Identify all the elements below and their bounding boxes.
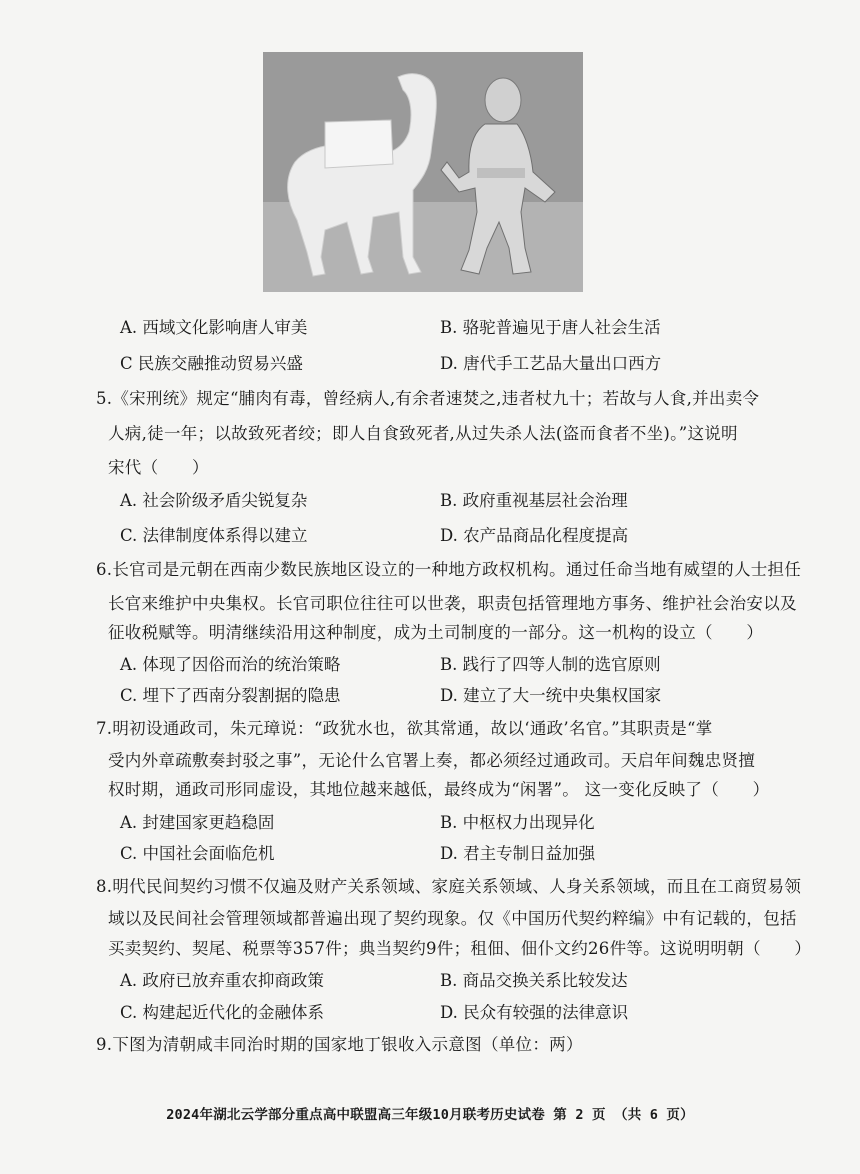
q7-option-c: C. 中国社会面临危机: [120, 844, 275, 863]
q8-option-a: A. 政府已放弃重农抑商政策: [120, 971, 324, 990]
q8-stem-line-2: 域以及民间社会管理领域都普遍出现了契约现象。仅《中国历代契约粹编》中有记载的，包括: [108, 909, 797, 928]
q5-option-d: D. 农产品商品化程度提高: [440, 526, 629, 545]
q5-stem-line-3: 宋代（ ）: [108, 458, 209, 477]
q6-option-d: D. 建立了大一统中央集权国家: [440, 686, 662, 705]
q6-stem-line-2: 长官来维护中央集权。长官司职位往往可以世袭，职责包括管理地方事务、维护社会治安以及: [108, 594, 797, 613]
q4-option-b: B. 骆驼普遍见于唐人社会生活: [440, 318, 661, 337]
q5-stem-line-2: 人病,徒一年；以故致死者绞；即人自食致死者,从过失杀人法(盗而食者不坐)。”这说明: [108, 424, 738, 443]
q6-stem-line-3: 征收税赋等。明清继续沿用这种制度，成为土司制度的一部分。这一机构的设立（ ）: [108, 623, 764, 642]
q5-option-a: A. 社会阶级矛盾尖锐复杂: [120, 491, 308, 510]
q8-option-b: B. 商品交换关系比较发达: [440, 971, 628, 990]
q8-option-c: C. 构建起近代化的金融体系: [120, 1003, 325, 1022]
q9-stem-line-1: 9.下图为清朝咸丰同治时期的国家地丁银收入示意图（单位：两）: [96, 1035, 583, 1054]
page-footer: 2024年湖北云学部分重点高中联盟高三年级10月联考历史试卷 第 2 页 （共 6 页）: [166, 1107, 694, 1123]
q5-option-b: B. 政府重视基层社会治理: [440, 491, 628, 510]
q7-option-a: A. 封建国家更趋稳固: [120, 813, 275, 832]
q4-option-a: A. 西域文化影响唐人审美: [120, 318, 308, 337]
q7-stem-line-3: 权时期，通政司形同虚设，其地位越来越低，最终成为“闲署”。 这一变化反映了（ ）: [108, 780, 770, 799]
q7-option-b: B. 中枢权力出现异化: [440, 813, 595, 832]
q5-option-c: C. 法律制度体系得以建立: [120, 526, 308, 545]
q7-stem-line-2: 受内外章疏敷奏封驳之事”，无论什么官署上奏，都必须经过通政司。天启年间魏忠贤擅: [108, 751, 756, 770]
q4-option-c: C 民族交融推动贸易兴盛: [120, 354, 303, 373]
q6-option-b: B. 践行了四等人制的选官原则: [440, 655, 661, 674]
q8-option-d: D. 民众有较强的法律意识: [440, 1003, 629, 1022]
q5-stem-line-1: 5.《宋刑统》规定“脯肉有毒，曾经病人,有余者速焚之,违者杖九十；若故与人食,并出卖令: [96, 389, 760, 408]
camel-and-figure-statue-photo: [263, 52, 583, 292]
statue-photo-icon: [263, 52, 583, 292]
q7-option-d: D. 君主专制日益加强: [440, 844, 596, 863]
q4-option-d: D. 唐代手工艺品大量出口西方: [440, 354, 662, 373]
q6-stem-line-1: 6.长官司是元朝在西南少数民族地区设立的一种地方政权机构。通过任命当地有威望的人士担任: [96, 560, 802, 579]
q8-stem-line-3: 买卖契约、契尾、税票等357件；典当契约9件；租佃、佃仆文约26件等。这说明明朝（ ）: [108, 939, 812, 958]
q8-stem-line-1: 8.明代民间契约习惯不仅遍及财产关系领域、家庭关系领域、人身关系领域，而且在工商贸易领: [96, 877, 802, 896]
q7-stem-line-1: 7.明初设通政司，朱元璋说：“政犹水也，欲其常通，故以‘通政’名官。”其职责是“掌: [96, 719, 713, 738]
q6-option-a: A. 体现了因俗而治的统治策略: [120, 655, 341, 674]
q6-option-c: C. 埋下了西南分裂割据的隐患: [120, 686, 341, 705]
